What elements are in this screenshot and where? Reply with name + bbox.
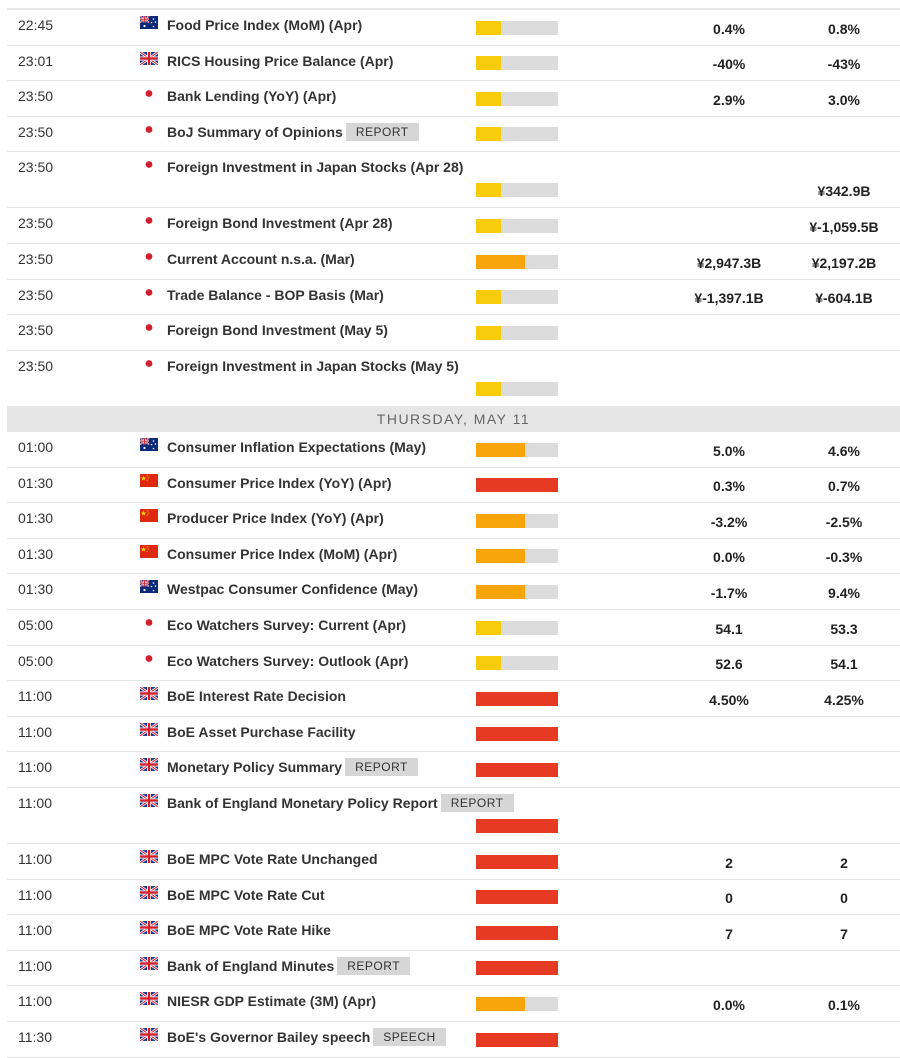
event-time: 01:30 — [18, 581, 54, 598]
impact-bar — [476, 692, 558, 706]
uk-flag-icon — [140, 921, 158, 934]
calendar-row[interactable] — [7, 574, 900, 610]
impact-bar-fill — [476, 763, 558, 777]
previous-value: 0.1% — [828, 996, 860, 1013]
impact-bar-fill — [476, 56, 501, 70]
event-time: 05:00 — [18, 652, 54, 669]
event-time: 23:50 — [18, 159, 54, 176]
event-name-link[interactable]: Consumer Inflation Expectations (May) — [167, 438, 427, 455]
calendar-row[interactable] — [7, 351, 900, 407]
japan-flag-icon — [140, 123, 158, 136]
calendar-row[interactable] — [7, 951, 900, 987]
impact-bar-fill — [476, 326, 501, 340]
event-cell — [167, 474, 392, 492]
event-cell — [167, 286, 384, 304]
calendar-row[interactable] — [7, 432, 900, 468]
event-name-link[interactable]: Eco Watchers Survey: Outlook (Apr) — [167, 652, 409, 669]
event-name-link[interactable]: Bank Lending (YoY) (Apr) — [167, 87, 337, 104]
impact-bar-fill — [476, 692, 558, 706]
event-cell — [167, 123, 419, 141]
event-cell — [167, 616, 406, 634]
calendar-row[interactable] — [7, 468, 900, 504]
japan-flag-icon — [140, 158, 158, 171]
impact-bar-fill — [476, 514, 525, 528]
event-name-link[interactable]: BoJ Summary of Opinions — [167, 123, 343, 140]
event-cell — [167, 723, 356, 741]
event-time: 01:30 — [18, 510, 54, 527]
event-time: 11:00 — [18, 759, 52, 776]
actual-value: ¥-1,397.1B — [694, 290, 764, 307]
actual-value: 0.0% — [713, 996, 745, 1013]
event-time: 11:00 — [18, 922, 52, 939]
impact-bar — [476, 21, 558, 35]
japan-flag-icon — [140, 616, 158, 629]
event-cell — [167, 52, 393, 70]
impact-bar — [476, 127, 558, 141]
previous-value: 3.0% — [828, 91, 860, 108]
uk-flag-icon — [140, 687, 158, 700]
speech-badge[interactable]: SPEECH — [373, 1028, 445, 1046]
previous-value: 4.25% — [824, 691, 864, 708]
actual-value: 0.3% — [713, 478, 745, 495]
report-badge[interactable]: REPORT — [345, 758, 418, 776]
actual-value: -3.2% — [710, 513, 748, 530]
impact-bar-fill — [476, 656, 501, 670]
china-flag-icon — [140, 474, 158, 487]
event-time: 05:00 — [18, 617, 54, 633]
event-name-link[interactable]: Trade Balance - BOP Basis (Mar) — [167, 286, 384, 303]
impact-bar — [476, 855, 558, 869]
previous-value: 2 — [840, 854, 848, 871]
impact-bar-fill — [476, 621, 501, 635]
event-cell — [167, 921, 331, 939]
event-cell — [167, 438, 426, 456]
actual-value: ¥2,947.3B — [696, 254, 762, 271]
event-time: 11:30 — [18, 1029, 52, 1045]
china-flag-icon — [140, 509, 158, 522]
impact-bar-fill — [476, 219, 501, 233]
event-name-link[interactable]: Bank of England Monetary Policy Report — [167, 795, 438, 811]
impact-bar-fill — [476, 961, 558, 975]
impact-bar — [476, 255, 558, 269]
event-cell — [167, 1028, 446, 1046]
actual-value: 7 — [725, 925, 733, 942]
event-name-link[interactable]: Westpac Consumer Confidence (May) — [167, 581, 419, 598]
previous-value: 54.1 — [830, 656, 858, 673]
uk-flag-icon — [140, 723, 158, 736]
event-name-link[interactable]: BoE MPC Vote Rate Hike — [167, 921, 331, 938]
previous-value: ¥2,197.2B — [811, 254, 877, 271]
impact-bar-fill — [476, 890, 558, 904]
event-name-link[interactable]: BoE Asset Purchase Facility — [167, 723, 356, 740]
actual-value: 5.0% — [713, 442, 745, 459]
event-time: 11:00 — [18, 993, 52, 1010]
event-time: 23:50 — [18, 251, 54, 267]
impact-bar-fill — [476, 926, 558, 940]
calendar-row[interactable] — [7, 503, 900, 539]
japan-flag-icon — [140, 652, 158, 665]
previous-value: -2.5% — [825, 513, 863, 530]
impact-bar — [476, 219, 558, 233]
impact-bar — [476, 1033, 558, 1047]
impact-bar-fill — [476, 549, 525, 563]
impact-bar-fill — [476, 819, 558, 833]
uk-flag-icon — [140, 850, 158, 863]
impact-bar — [476, 890, 558, 904]
event-time: 11:00 — [18, 723, 52, 740]
event-cell — [167, 87, 336, 105]
event-time: 11:00 — [18, 886, 52, 903]
calendar-row[interactable] — [7, 152, 900, 208]
previous-value: 4.6% — [828, 442, 860, 459]
event-cell — [167, 886, 325, 904]
event-cell — [167, 16, 362, 34]
event-time: 11:00 — [18, 851, 52, 867]
event-time: 22:45 — [18, 17, 54, 33]
calendar-row[interactable] — [7, 717, 900, 753]
report-badge[interactable]: REPORT — [346, 123, 419, 141]
event-name-link[interactable]: Foreign Bond Investment (Apr 28) — [167, 215, 393, 232]
uk-flag-icon — [140, 992, 158, 1005]
uk-flag-icon — [140, 794, 158, 807]
impact-bar — [476, 656, 558, 670]
calendar-row[interactable] — [7, 880, 900, 916]
event-name-link[interactable]: BoE Interest Rate Decision — [167, 687, 346, 704]
impact-bar — [476, 92, 558, 106]
impact-bar-fill — [476, 1033, 558, 1047]
previous-value: ¥-604.1B — [815, 290, 873, 307]
previous-value: 0.8% — [828, 20, 860, 37]
event-cell — [167, 687, 346, 705]
actual-value: -40% — [712, 56, 746, 73]
impact-bar — [476, 926, 558, 940]
impact-bar — [476, 763, 558, 777]
actual-value: -1.7% — [710, 584, 748, 601]
event-name-link[interactable]: Foreign Investment in Japan Stocks (May 5) — [167, 357, 459, 374]
event-time: 01:30 — [18, 545, 54, 562]
event-name-link[interactable]: Bank of England Minutes — [167, 957, 335, 974]
previous-value: 9.4% — [828, 584, 860, 601]
report-badge[interactable]: REPORT — [337, 957, 410, 975]
calendar-row[interactable] — [7, 610, 900, 646]
previous-value: -0.3% — [825, 549, 863, 566]
australia-flag-icon — [140, 580, 158, 593]
calendar-row[interactable] — [7, 46, 900, 82]
impact-bar — [476, 585, 558, 599]
event-cell — [167, 794, 514, 812]
event-name-link[interactable]: BoE MPC Vote Rate Cut — [167, 886, 325, 903]
impact-bar — [476, 56, 558, 70]
day-header: THURSDAY, MAY 11 — [7, 406, 900, 432]
impact-bar-fill — [476, 585, 525, 599]
impact-bar — [476, 621, 558, 635]
event-cell — [167, 509, 384, 527]
impact-bar — [476, 514, 558, 528]
calendar-row[interactable] — [7, 646, 900, 682]
report-badge[interactable]: REPORT — [441, 794, 514, 812]
event-name-link[interactable]: BoE's Governor Bailey speech — [167, 1029, 371, 1045]
impact-bar — [476, 961, 558, 975]
previous-value: 53.3 — [830, 620, 858, 637]
previous-value: 7 — [840, 925, 848, 942]
event-cell — [167, 321, 388, 339]
event-cell — [167, 850, 378, 868]
impact-bar-fill — [476, 290, 501, 304]
australia-flag-icon — [140, 438, 158, 451]
australia-flag-icon — [140, 16, 158, 29]
event-cell — [167, 357, 459, 375]
impact-bar-fill — [476, 183, 501, 197]
impact-bar-fill — [476, 443, 525, 457]
calendar-row[interactable] — [7, 788, 900, 844]
calendar-row[interactable] — [7, 915, 900, 951]
calendar-row[interactable] — [7, 681, 900, 717]
actual-value: 0.0% — [713, 549, 745, 566]
calendar-row[interactable] — [7, 539, 900, 575]
event-cell — [167, 957, 410, 975]
japan-flag-icon — [140, 214, 158, 227]
event-time: 23:50 — [18, 88, 54, 105]
actual-value: 2.9% — [713, 91, 745, 108]
event-cell — [167, 545, 397, 563]
impact-bar — [476, 326, 558, 340]
calendar-row[interactable] — [7, 986, 900, 1022]
calendar-row[interactable] — [7, 10, 900, 46]
previous-value: -43% — [827, 56, 861, 73]
impact-bar-fill — [476, 382, 501, 396]
uk-flag-icon — [140, 1028, 158, 1041]
impact-bar — [476, 382, 558, 396]
calendar-row[interactable] — [7, 752, 900, 788]
uk-flag-icon — [140, 886, 158, 899]
event-name-link[interactable]: Eco Watchers Survey: Current (Apr) — [167, 616, 407, 633]
impact-bar — [476, 290, 558, 304]
japan-flag-icon — [140, 321, 158, 334]
event-name-link[interactable]: Food Price Index (MoM) (Apr) — [167, 16, 363, 33]
previous-value: ¥-1,059.5B — [809, 218, 879, 235]
event-time: 01:00 — [18, 439, 54, 455]
impact-bar — [476, 478, 558, 492]
previous-value: ¥342.9B — [817, 183, 871, 200]
impact-bar-fill — [476, 855, 558, 869]
event-cell — [167, 992, 376, 1010]
impact-bar — [476, 443, 558, 457]
calendar-row[interactable] — [7, 81, 900, 117]
event-cell — [167, 580, 418, 598]
event-name-link[interactable]: Monetary Policy Summary — [167, 759, 343, 776]
event-name-link[interactable]: NIESR GDP Estimate (3M) (Apr) — [167, 993, 376, 1010]
event-time: 23:50 — [18, 322, 54, 339]
uk-flag-icon — [140, 758, 158, 771]
impact-bar — [476, 549, 558, 563]
japan-flag-icon — [140, 87, 158, 100]
event-time: 23:50 — [18, 286, 54, 303]
previous-value: 0.7% — [828, 478, 860, 495]
calendar-row[interactable] — [7, 280, 900, 316]
uk-flag-icon — [140, 957, 158, 970]
event-time: 23:01 — [18, 52, 54, 69]
event-cell — [167, 652, 408, 670]
actual-value: 0 — [725, 890, 733, 907]
calendar-row[interactable] — [7, 117, 900, 153]
calendar-row[interactable] — [7, 844, 900, 880]
impact-bar-fill — [476, 92, 501, 106]
event-name-link[interactable]: Current Account n.s.a. (Mar) — [167, 250, 355, 267]
impact-bar-fill — [476, 997, 525, 1011]
table-top-border — [7, 0, 900, 10]
impact-bar-fill — [476, 127, 501, 141]
japan-flag-icon — [140, 250, 158, 263]
actual-value: 54.1 — [715, 620, 743, 637]
event-cell — [167, 214, 393, 232]
impact-bar — [476, 183, 558, 197]
calendar-row[interactable] — [7, 315, 900, 351]
china-flag-icon — [140, 545, 158, 558]
event-time: 01:30 — [18, 474, 54, 491]
event-name-link[interactable]: BoE MPC Vote Rate Unchanged — [167, 850, 378, 867]
event-name-link[interactable]: Consumer Price Index (YoY) (Apr) — [167, 474, 392, 491]
impact-bar — [476, 997, 558, 1011]
impact-bar-fill — [476, 255, 525, 269]
event-time: 11:00 — [18, 688, 52, 705]
uk-flag-icon — [140, 52, 158, 65]
actual-value: 2 — [725, 854, 733, 871]
impact-bar-fill — [476, 478, 558, 492]
calendar-row[interactable] — [7, 244, 900, 280]
event-cell — [167, 158, 463, 176]
event-name-link[interactable]: Foreign Investment in Japan Stocks (Apr 28) — [167, 159, 464, 176]
event-time: 23:50 — [18, 215, 54, 232]
calendar-row[interactable] — [7, 1022, 900, 1058]
event-cell — [167, 250, 355, 268]
event-name-link[interactable]: Consumer Price Index (MoM) (Apr) — [167, 545, 398, 562]
event-time: 23:50 — [18, 357, 54, 374]
previous-value: 0 — [840, 890, 848, 907]
actual-value: 52.6 — [715, 656, 743, 673]
event-name-link[interactable]: RICS Housing Price Balance (Apr) — [167, 52, 394, 69]
event-time: 11:00 — [18, 957, 52, 974]
calendar-row[interactable] — [7, 208, 900, 244]
event-cell — [167, 758, 418, 776]
impact-bar — [476, 819, 558, 833]
event-time: 23:50 — [18, 123, 54, 140]
event-name-link[interactable]: Producer Price Index (YoY) (Apr) — [167, 509, 384, 526]
actual-value: 4.50% — [709, 691, 749, 708]
impact-bar-fill — [476, 727, 558, 741]
event-time: 11:00 — [18, 795, 52, 811]
impact-bar — [476, 727, 558, 741]
japan-flag-icon — [140, 357, 158, 370]
event-name-link[interactable]: Foreign Bond Investment (May 5) — [167, 321, 388, 338]
japan-flag-icon — [140, 286, 158, 299]
actual-value: 0.4% — [713, 20, 745, 37]
impact-bar-fill — [476, 21, 501, 35]
